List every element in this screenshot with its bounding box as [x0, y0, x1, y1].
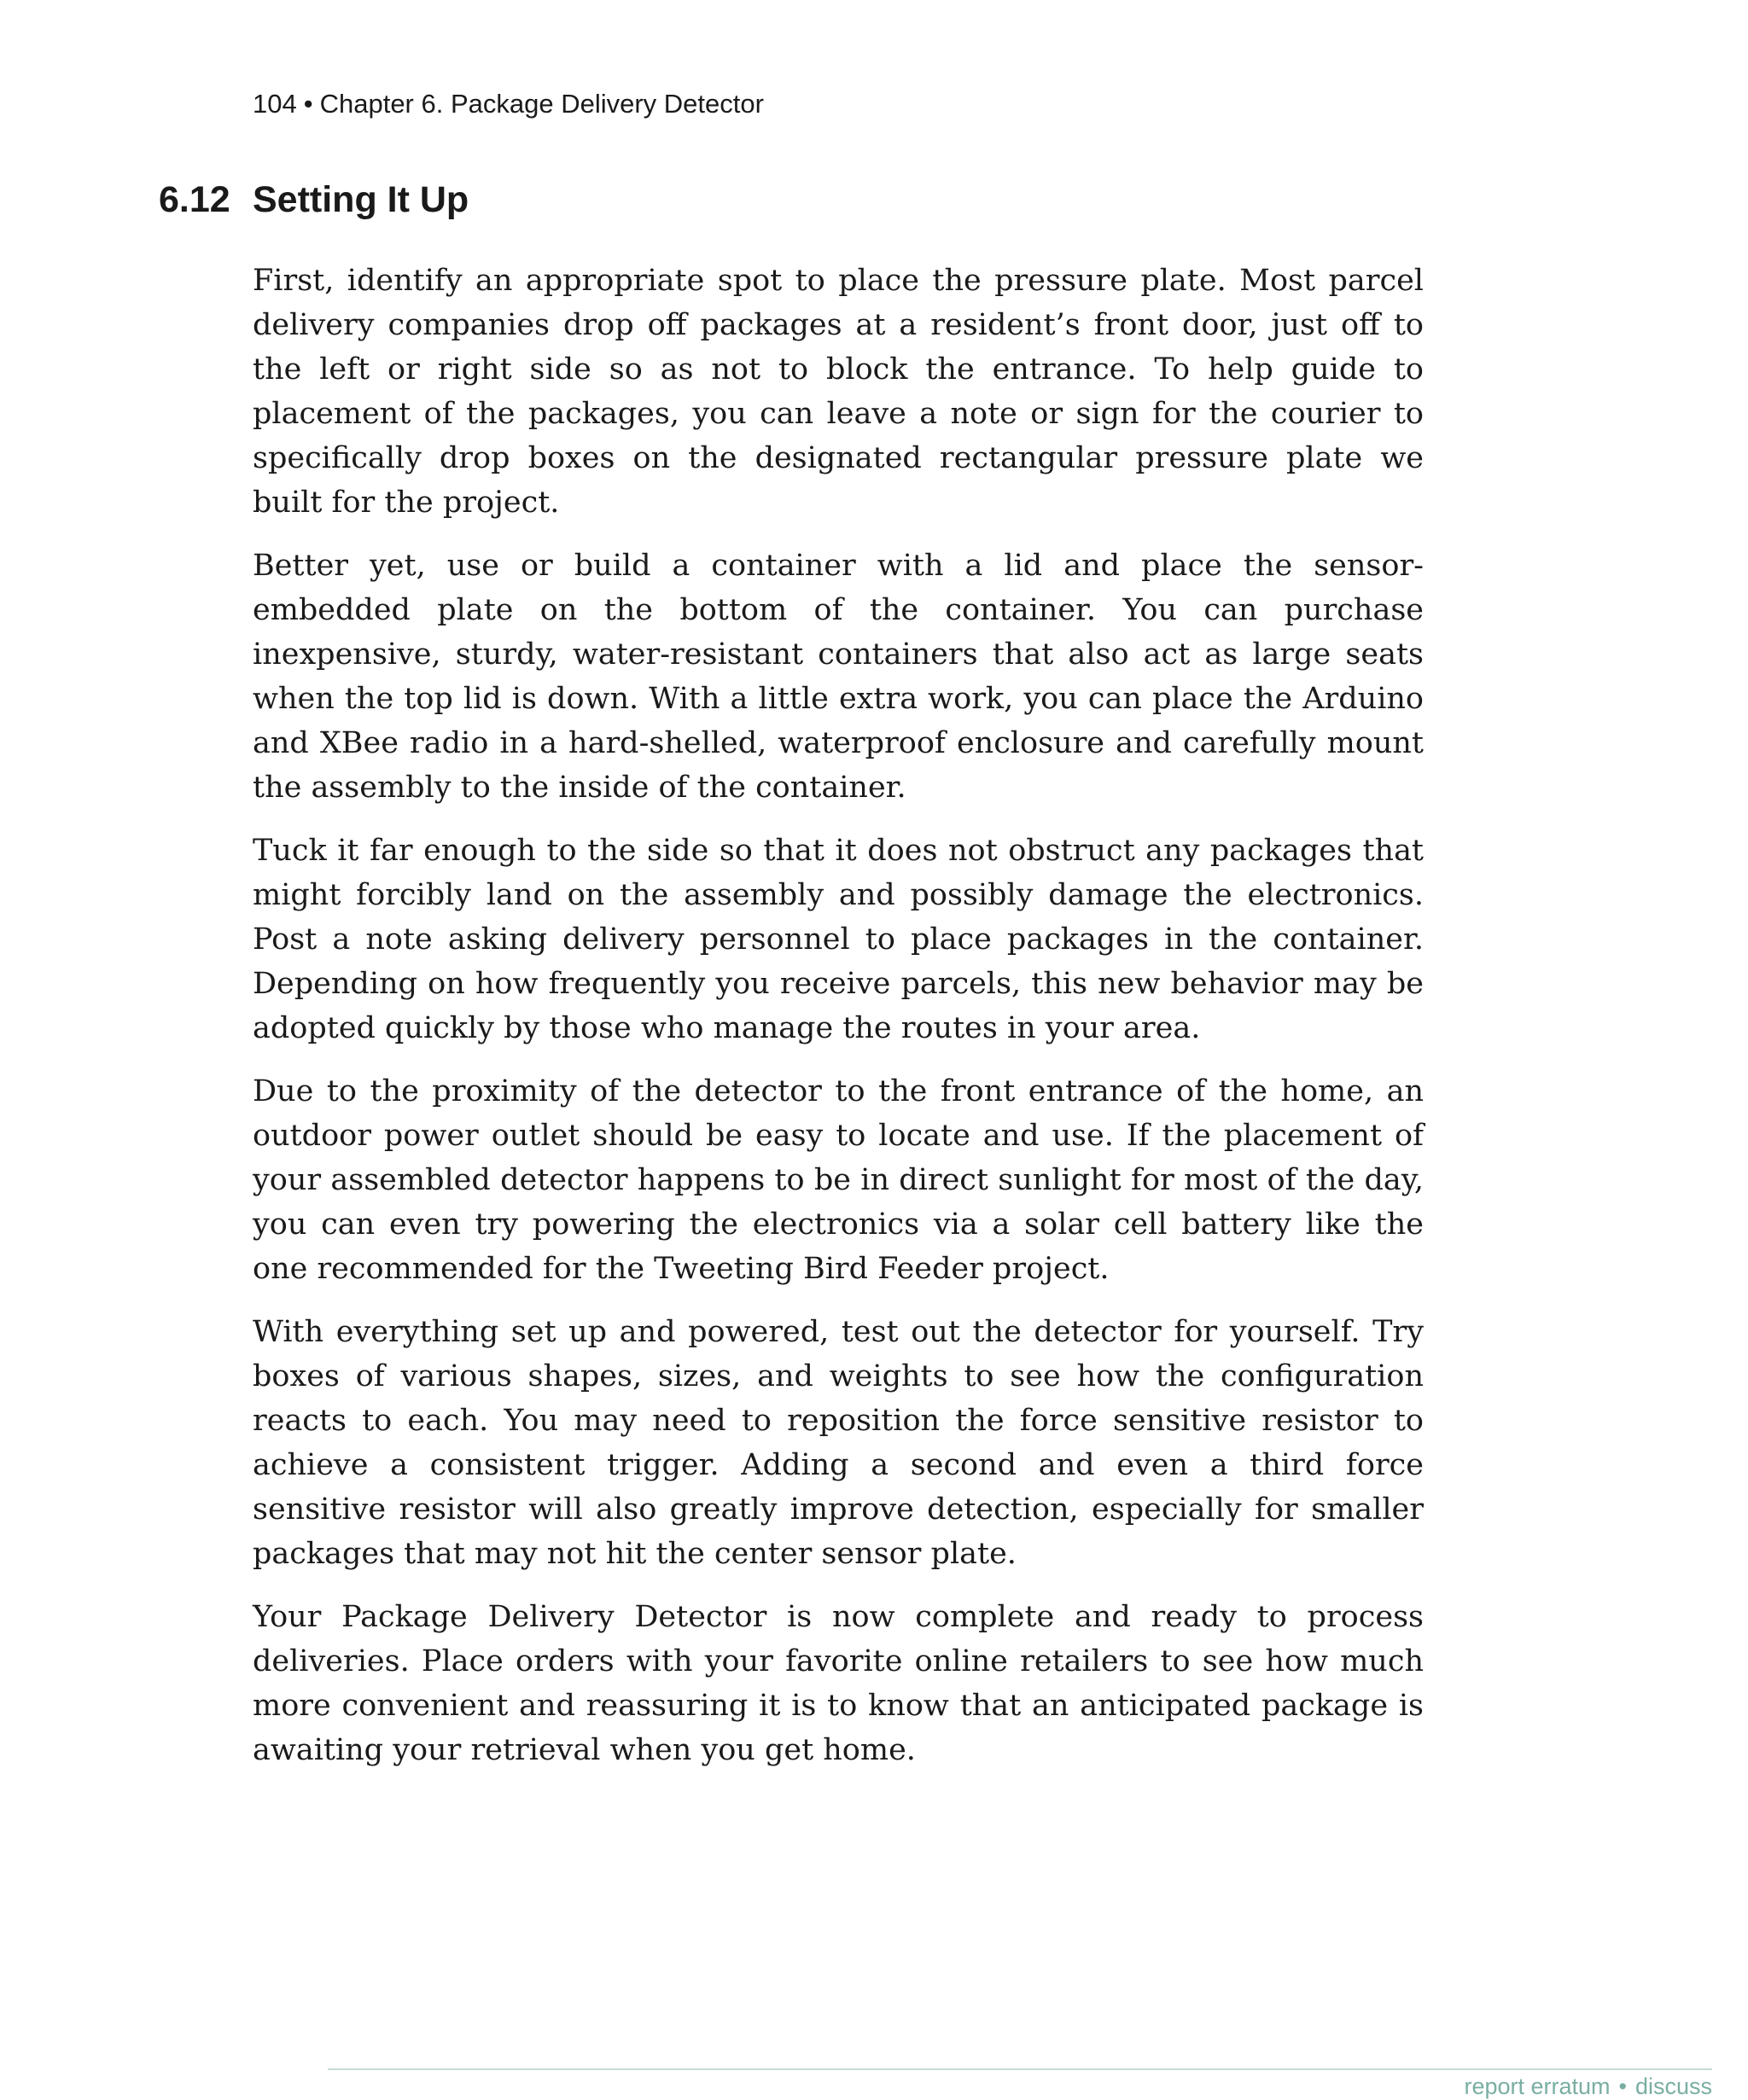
paragraph: Better yet, use or build a container with a lid and place the sensor-embedded plate on the bottom of the container. You can purchase inexpensive, sturdy, water-resistant containers that also act as large seats when the top lid is down. With a little extra work, you can place the Arduino and XBee radio in a hard-shelled, waterproof enclosure and carefully mount the assembly to the inside of the container. — [253, 549, 1424, 805]
footer-links — [1464, 2074, 1712, 2100]
paragraph: Due to the proximity of the detector to the front entrance of the home, an outdoor power outlet should be easy to locate and use. If the placement of your assembled detector happens to be in direct sunlight for most of the day, you can even try powering the electronics via a solar cell battery like the one recommended for the Tweeting Bird Feeder project. — [253, 1074, 1424, 1286]
running-header — [253, 89, 764, 119]
header-bullet: • — [303, 89, 313, 119]
paragraph: Tuck it far enough to the side so that it does not obstruct any packages that might forcibly land on the assembly and possibly damage the electronics. Post a note asking delivery personnel to place packages in the container. Depending on how frequently you receive parcels, this new behavior may be adopted quickly by those who manage the routes in your area. — [253, 834, 1424, 1045]
page-number: 104 — [253, 89, 297, 119]
body-text — [253, 259, 1424, 1791]
section-heading — [159, 179, 469, 221]
footer-separator: • — [1618, 2074, 1627, 2099]
footer-divider — [328, 2068, 1712, 2070]
report-erratum-link[interactable]: report erratum — [1464, 2074, 1611, 2099]
section-title: Setting It Up — [253, 179, 469, 220]
chapter-title: Chapter 6. Package Delivery Detector — [319, 89, 764, 119]
paragraph: With everything set up and powered, test out the detector for yourself. Try boxes of various shapes, sizes, and weights to see how the configuration reacts to each. You may need to reposition the force sensitive resistor to achieve a consistent trigger. Adding a second and even a third force sensitive resistor will also greatly improve detection, especially for smaller packages that may not hit the center sensor plate. — [253, 1315, 1424, 1571]
discuss-link[interactable]: discuss — [1634, 2074, 1712, 2099]
section-number: 6.12 — [159, 179, 230, 220]
paragraph: Your Package Delivery Detector is now complete and ready to process deliveries. Place orders with your favorite online retailers to see how much more convenient and reassuring it is to know that an anticipated package is awaiting your retrieval when you get home. — [253, 1600, 1424, 1767]
paragraph: First, identify an appropriate spot to place the pressure plate. Most parcel delivery companies drop off packages at a resident’s front door, just off to the left or right side so as not to block the entrance. To help guide to placement of the packages, you can leave a note or sign for the courier to specifically drop boxes on the designated rectangular pressure plate we built for the project. — [253, 264, 1424, 520]
